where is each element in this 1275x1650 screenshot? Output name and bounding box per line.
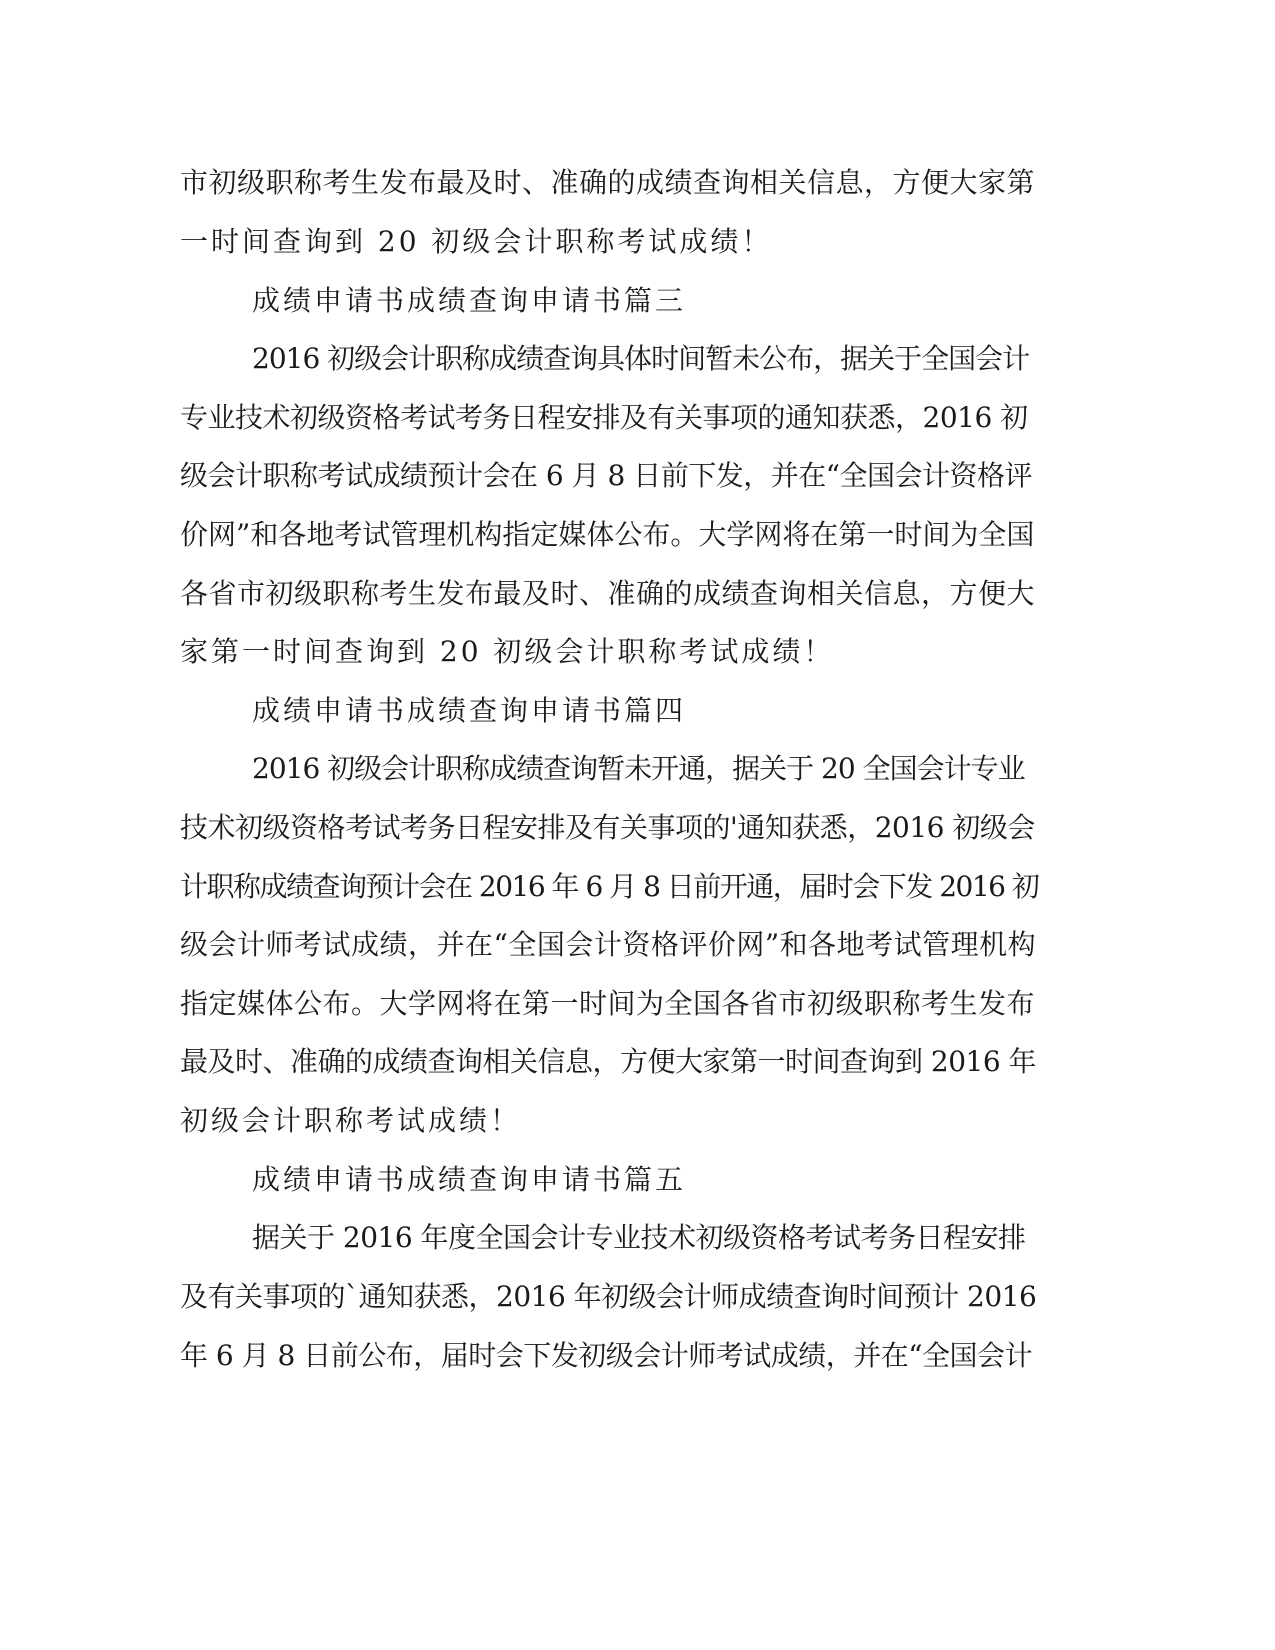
section-heading: 成绩申请书成绩查询申请书篇三 bbox=[252, 284, 687, 317]
body-text-line: 级会计职称考试成绩预计会在 6 月 8 日前下发，并在“全国会计资格评 bbox=[180, 459, 1033, 492]
body-text-line: 技术初级资格考试考务日程安排及有关事项的'通知获悉，2016 初级会 bbox=[180, 811, 1035, 844]
body-text-line: 指定媒体公布。大学网将在第一时间为全国各省市初级职称考生发布 bbox=[180, 987, 1036, 1020]
body-text-line: 各省市初级职称考生发布最及时、准确的成绩查询相关信息，方便大 bbox=[180, 577, 1036, 610]
body-text-line: 据关于 2016 年度全国会计专业技术初级资格考试考务日程安排 bbox=[252, 1221, 1026, 1254]
body-text-line: 2016 初级会计职称成绩查询暂未开通，据关于 20 全国会计专业 bbox=[252, 752, 1025, 785]
body-text-line: 一时间查询到 20 初级会计职称考试成绩！ bbox=[180, 225, 773, 258]
body-text-line: 最及时、准确的成绩查询相关信息，方便大家第一时间查询到 2016 年 bbox=[180, 1045, 1037, 1078]
body-text-line: 价网”和各地考试管理机构指定媒体公布。大学网将在第一时间为全国 bbox=[180, 518, 1035, 551]
body-text-line: 市初级职称考生发布最及时、准确的成绩查询相关信息，方便大家第 bbox=[180, 166, 1036, 199]
body-text-line: 专业技术初级资格考试考务日程安排及有关事项的通知获悉，2016 初 bbox=[180, 401, 1028, 434]
body-text-line: 计职称成绩查询预计会在 2016 年 6 月 8 日前开通，届时会下发 2016 初 bbox=[180, 870, 1039, 903]
section-heading: 成绩申请书成绩查询申请书篇四 bbox=[252, 694, 687, 727]
body-text-line: 2016 初级会计职称成绩查询具体时间暂未公布，据关于全国会计 bbox=[252, 342, 1030, 375]
body-text-line: 级会计师考试成绩，并在“全国会计资格评价网”和各地考试管理机构 bbox=[180, 928, 1037, 961]
body-text-line: 家第一时间查询到 20 初级会计职称考试成绩！ bbox=[180, 635, 835, 668]
body-text-line: 初级会计职称考试成绩！ bbox=[180, 1104, 522, 1137]
body-text-line: 年 6 月 8 日前公布，届时会下发初级会计师考试成绩，并在“全国会计 bbox=[180, 1339, 1033, 1372]
body-text-line: 及有关事项的`通知获悉，2016 年初级会计师成绩查询时间预计 2016 bbox=[180, 1280, 1037, 1313]
section-heading: 成绩申请书成绩查询申请书篇五 bbox=[252, 1163, 687, 1196]
